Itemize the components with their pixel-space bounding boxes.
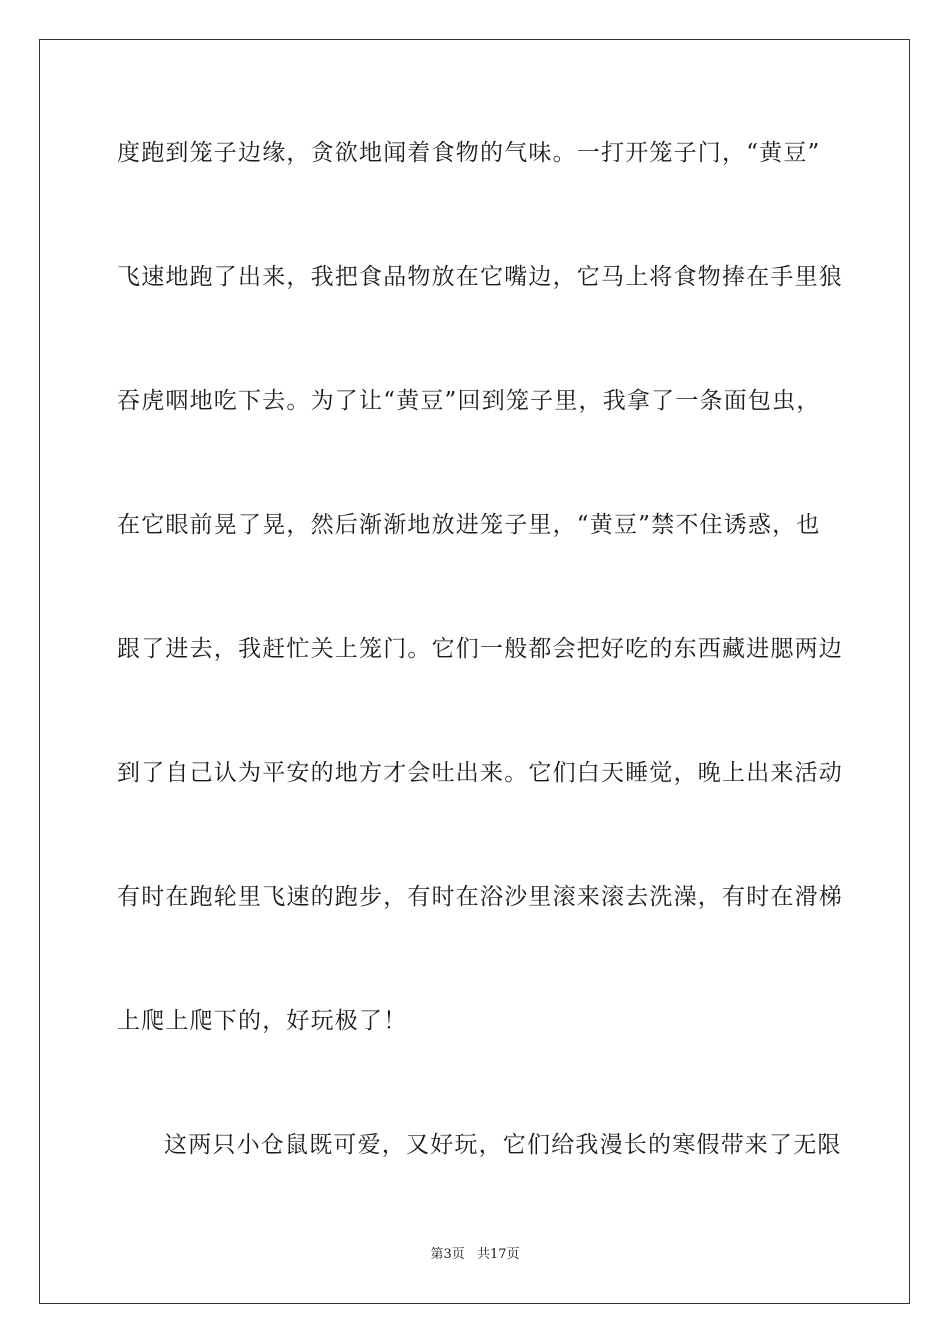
- paragraph-line-6: 到了自己认为平安的地方才会吐出来。它们白天睡觉，晚上出来活动: [117, 760, 843, 786]
- paragraph-line-3: 吞虎咽地吃下去。为了让“黄豆”回到笼子里，我拿了一条面包虫，: [117, 388, 821, 414]
- paragraph-line-8: 上爬上爬下的，好玩极了！: [117, 1008, 408, 1034]
- paragraph-line-9: 这两只小仓鼠既可爱，又好玩，它们给我漫长的寒假带来了无限: [164, 1132, 842, 1158]
- paragraph-line-4: 在它眼前晃了晃，然后渐渐地放进笼子里，“黄豆”禁不住诱惑，也: [117, 512, 821, 538]
- page-footer: [0, 1246, 950, 1264]
- page-number: 第3页: [430, 1247, 465, 1262]
- paragraph-line-2: 飞速地跑了出来，我把食品物放在它嘴边，它马上将食物捧在手里狼: [117, 264, 843, 290]
- paragraph-line-1: 度跑到笼子边缘，贪欲地闻着食物的气味。一打开笼子门，“黄豆”: [117, 140, 821, 166]
- paragraph-line-7: 有时在跑轮里飞速的跑步，有时在浴沙里滚来滚去洗澡，有时在滑梯: [117, 884, 843, 910]
- page-border: [39, 39, 910, 1304]
- page-total: 共17页: [476, 1247, 520, 1262]
- paragraph-line-5: 跟了进去，我赶忙关上笼门。它们一般都会把好吃的东西藏进腮两边: [117, 636, 843, 662]
